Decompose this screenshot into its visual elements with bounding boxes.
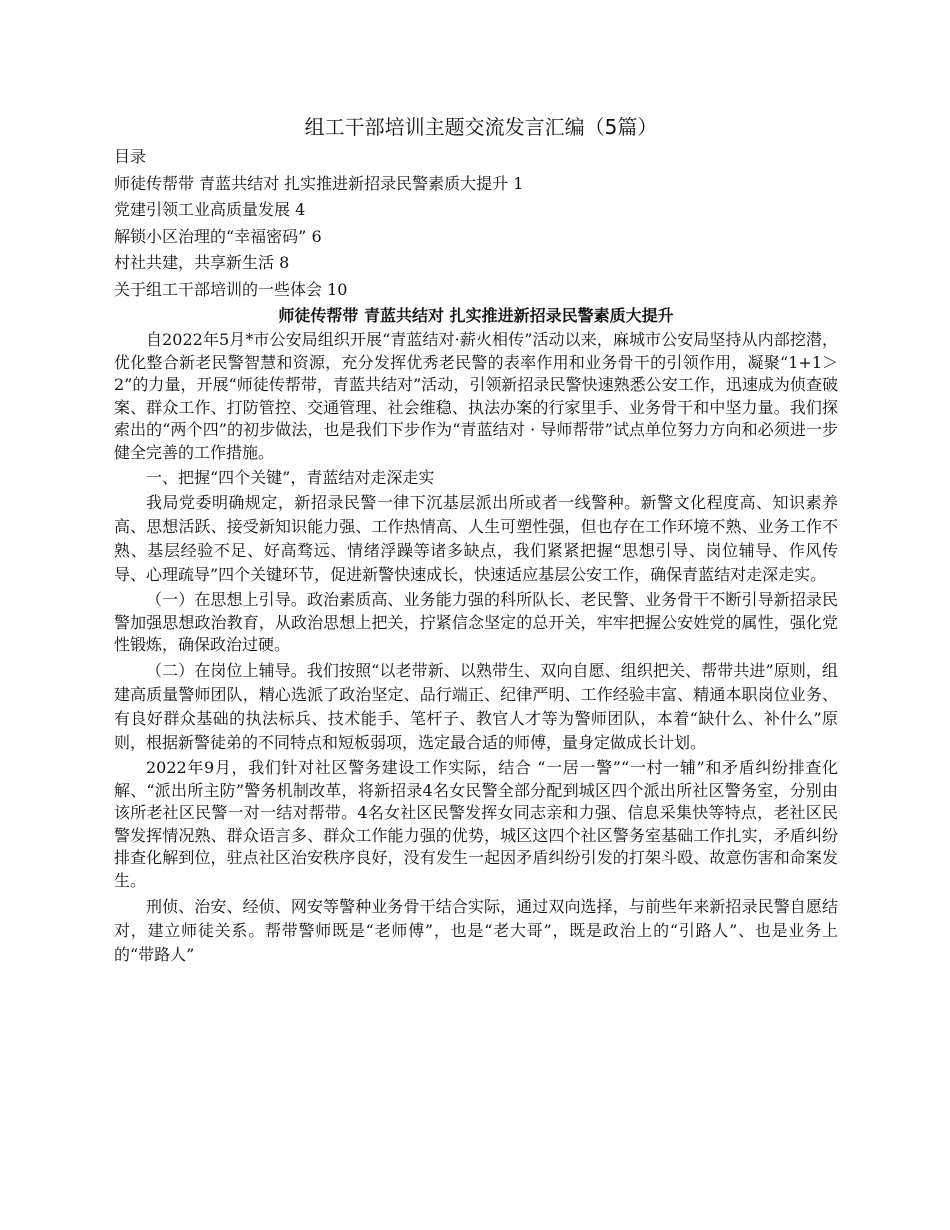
paragraph: 刑侦、治安、经侦、网安等警种业务骨干结合实际，通过双向选择，与前些年来新招录民警自愿结对，建立师徒关系。帮带警师既是“老师傅”，也是“老大哥”，既是政治上的“引路人”、也是业务上的“带路人” [114, 896, 838, 964]
document-page [114, 112, 838, 969]
section-title: 师徒传帮带 青蓝共结对 扎实推进新招录民警素质大提升 [278, 306, 674, 325]
subheading: 一、把握“四个关键”，青蓝结对走深走实 [146, 467, 435, 487]
toc-item[interactable]: 关于组工干部培训的一些体会 10 [114, 279, 348, 299]
paragraph: （二）在岗位上辅导。我们按照“以老带新、以熟带生、双向自愿、组织把关、帮带共进”原则，组建高质量警师团队，精心选派了政治坚定、品行端正、纪律严明、工作经验丰富、精通本职岗位业务、有良好群众基础的执法标兵、技术能手、笔杆子、教官人才等为警师团队，本着“缺什么、补什么”原则，根据新警徒弟的不同特点和短板弱项，选定最合适的师傅，量身定做成长计划。 [114, 660, 838, 752]
document-title: 组工干部培训主题交流发言汇编（5篇） [304, 115, 658, 139]
toc-item[interactable]: 党建引领工业高质量发展 4 [114, 200, 306, 219]
paragraph: （一）在思想上引导。政治素质高、业务能力强的科所队长、老民警、业务骨干不断引导新招录民警加强思想政治教育，从政治思想上把关，拧紧信念坚定的总开关，牢牢把握公安姓党的属性，强化党性锻炼，确保政治过硬。 [114, 590, 838, 655]
paragraph: 我局党委明确规定，新招录民警一律下沉基层派出所或者一线警种。新警文化程度高、知识素养高、思想活跃、接受新知识能力强、工作热情高、人生可塑性强，但也存在工作环境不熟、业务工作不熟、基层经验不足、好高骛远、情绪浮躁等诸多缺点，我们紧紧把握“思想引导、岗位辅导、作风传导、心理疏导”四个关键环节，促进新警快速成长，快速适应基层公安工作，确保青蓝结对走深走实。 [114, 493, 838, 585]
paragraph: 2022年9月，我们针对社区警务建设工作实际，结合 “一居一警”“一村一辅”和矛盾纠纷排查化解、“派出所主防”警务机制改革，将新招录4名女民警全部分配到城区四个派出所社区警务室，分别由该所老社区民警一对一结对帮带。4名女社区民警发挥女同志亲和力强、信息采集快等特点，老社区民警发挥情况熟、群众语言多、群众工作能力强的优势，城区这四个社区警务室基础工作扎实，矛盾纠纷排查化解到位，驻点社区治安秩序良好，没有发生一起因矛盾纠纷引发的打架斗殴、故意伤害和命案发生。 [114, 757, 838, 890]
table-of-contents [114, 144, 838, 303]
toc-item[interactable]: 师徒传帮带 青蓝共结对 扎实推进新招录民警素质大提升 1 [114, 173, 524, 193]
paragraph: 自2022年5月*市公安局组织开展“青蓝结对·薪火相传”活动以来，麻城市公安局坚持从内部挖潜，优化整合新老民警智慧和资源，充分发挥优秀老民警的表率作用和业务骨干的引领作用，凝聚“1+1＞2”的力量，开展“师徒传帮带，青蓝共结对”活动，引领新招录民警快速熟悉公安工作，迅速成为侦查破案、群众工作、打防管控、交通管理、社会维稳、执法办案的行家里手、业务骨干和中坚力量。我们探索出的“两个四”的初步做法，也是我们下步作为“青蓝结对 · 导师帮带”试点单位努力方向和必须进一步健全完善的工作措施。 [114, 330, 838, 462]
toc-item[interactable]: 解锁小区治理的“幸福密码” 6 [114, 226, 322, 246]
document-body [114, 329, 838, 967]
toc-item[interactable]: 村社共建，共享新生活 8 [114, 253, 290, 272]
toc-heading: 目录 [114, 147, 147, 166]
